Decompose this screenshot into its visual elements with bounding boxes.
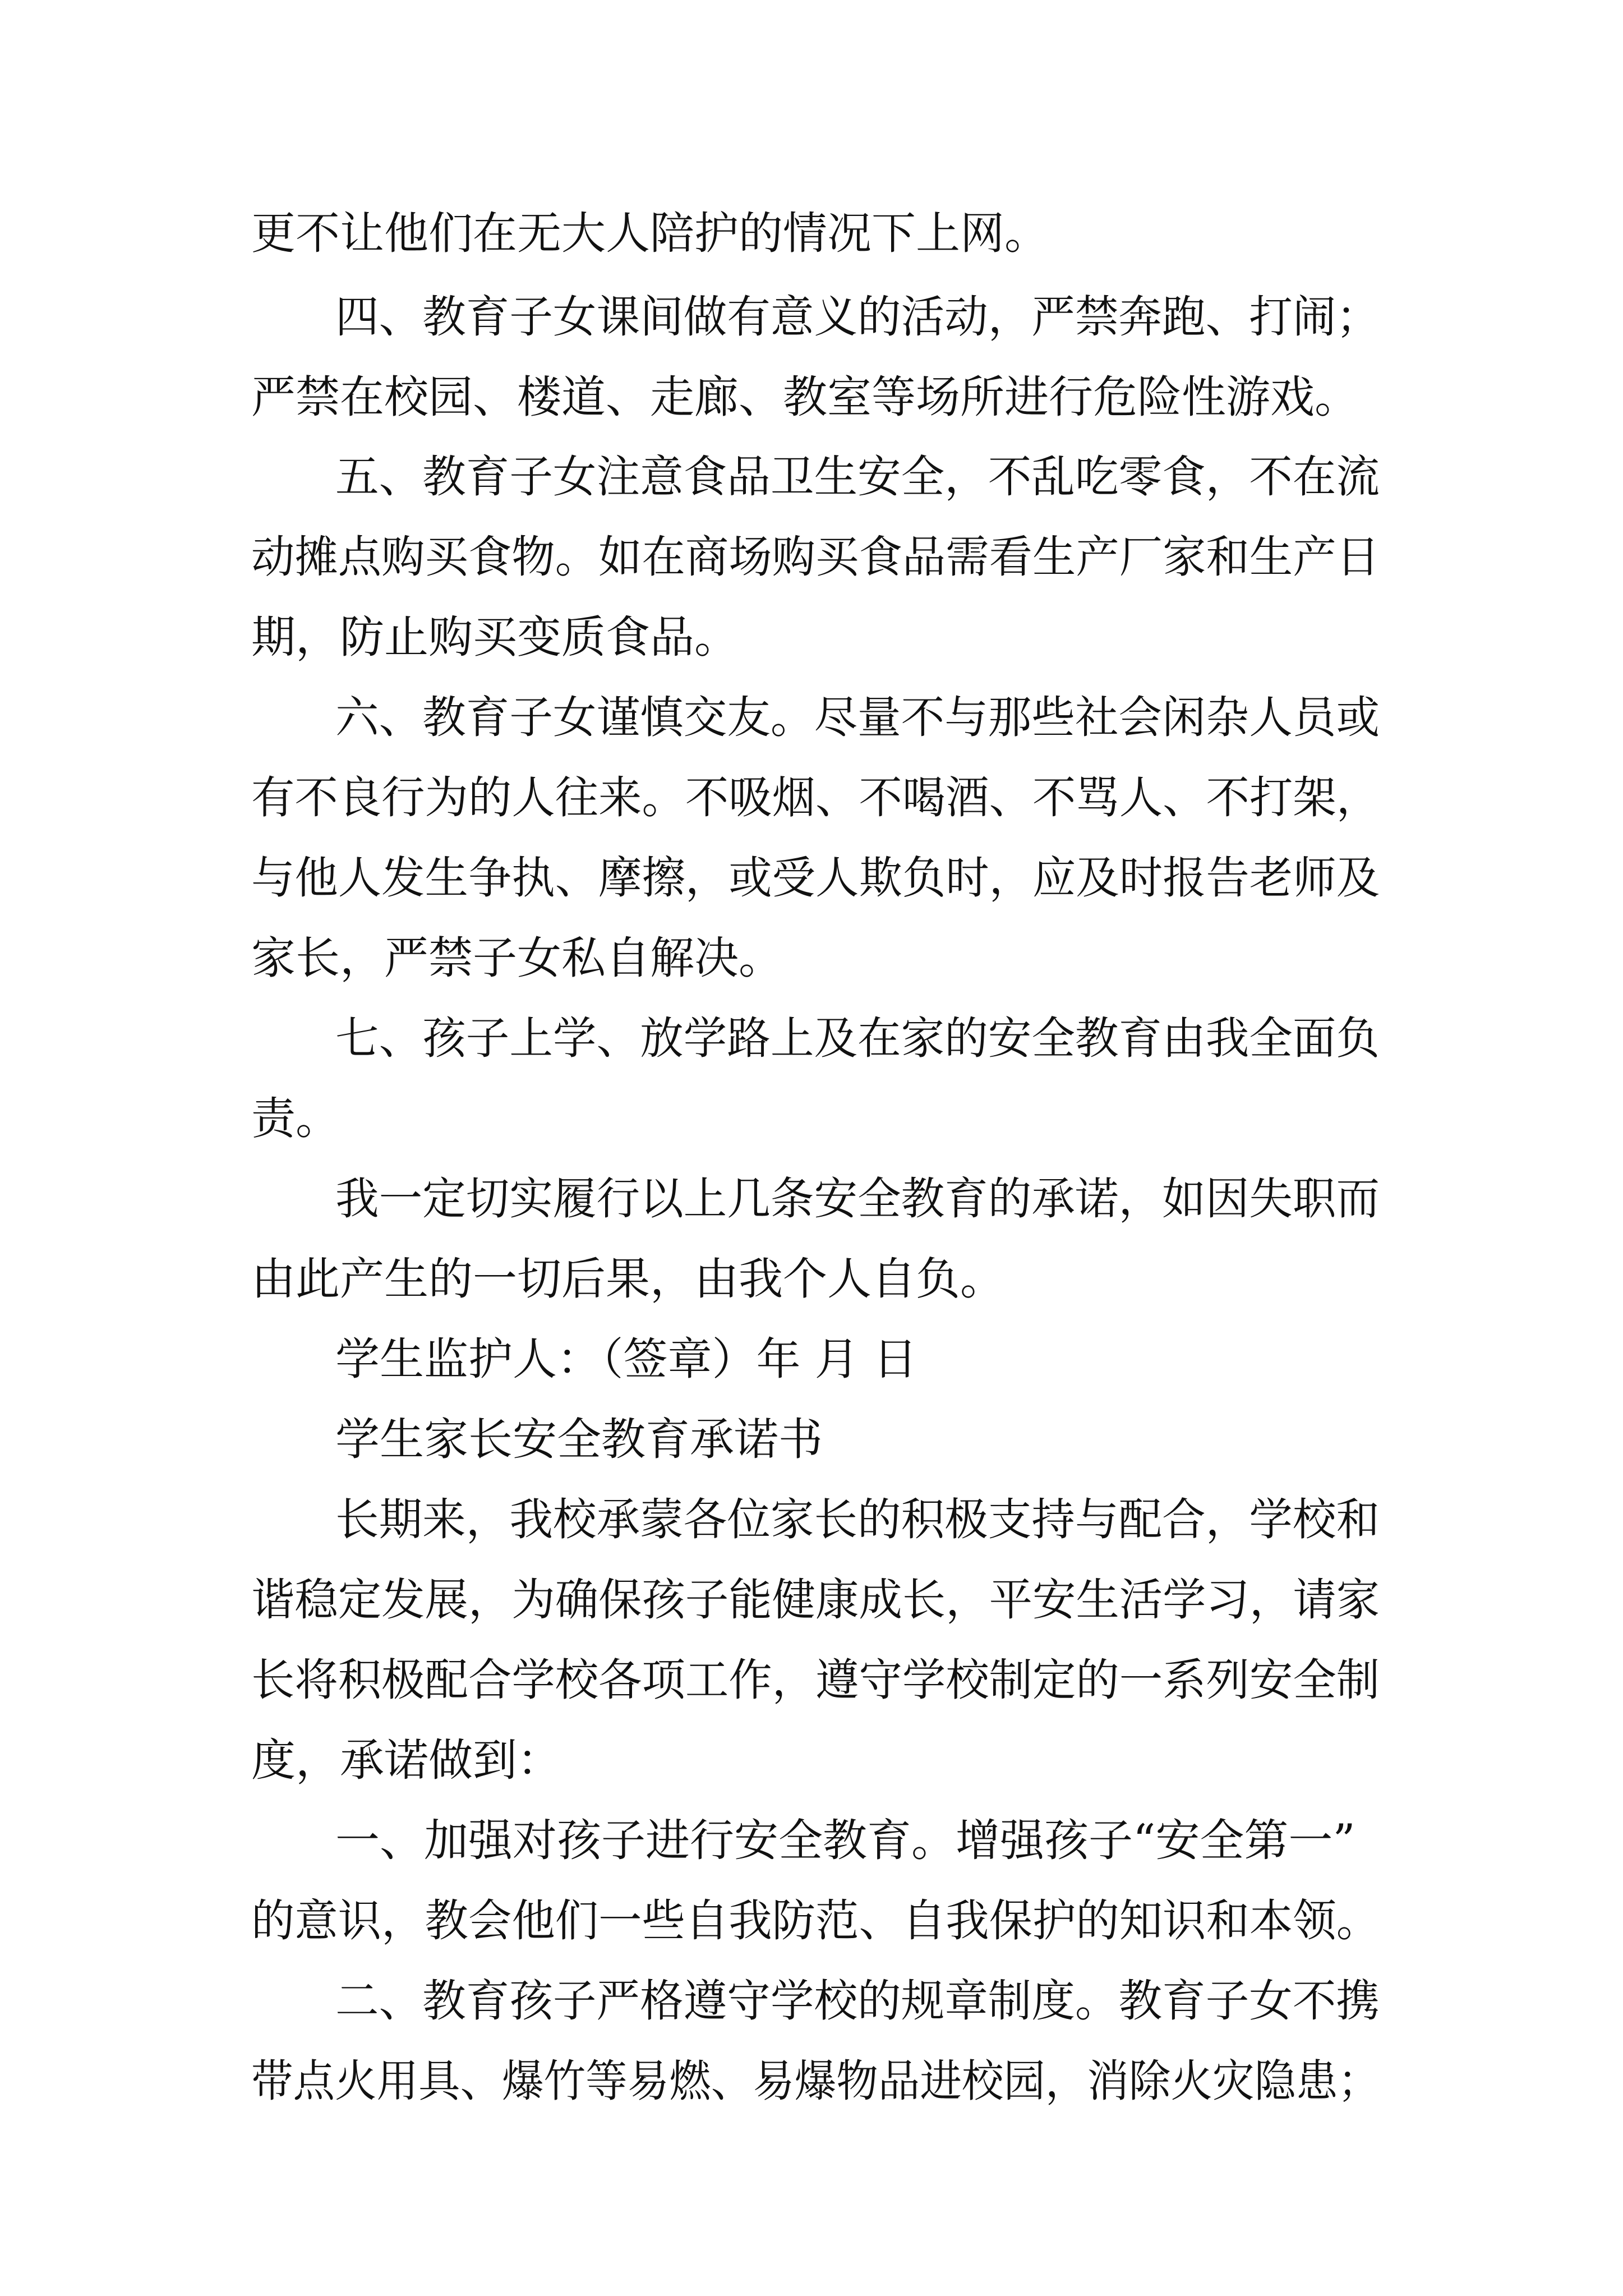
text-line: 二、教育孩子严格遵守学校的规章制度。教育子女不携: [335, 1975, 1380, 2027]
text-line: 动摊点购买食物。如在商场购买食品需看生产厂家和生产日: [251, 531, 1380, 583]
text-line: 六、教育子女谨慎交友。尽量不与那些社会闲杂人员或: [335, 692, 1380, 743]
text-line: 学生家长安全教育承诺书: [335, 1414, 823, 1465]
text-line: 度，承诺做到：: [251, 1734, 561, 1786]
text-line: 一、加强对孩子进行安全教育。增强孩子“安全第一”: [335, 1815, 1355, 1866]
text-line: 更不让他们在无大人陪护的情况下上网。: [251, 208, 1049, 259]
text-line: 由此产生的一切后果，由我个人自负。: [251, 1253, 1004, 1305]
text-line: 严禁在校园、楼道、走廊、教室等场所进行危险性游戏。: [251, 371, 1359, 423]
text-line: 的意识，教会他们一些自我防范、自我保护的知识和本领。: [251, 1895, 1380, 1947]
text-line: 期，防止购买变质食品。: [251, 611, 739, 663]
text-line: 与他人发生争执、摩擦，或受人欺负时，应及时报告老师及: [251, 852, 1380, 904]
text-line: 谐稳定发展，为确保孩子能健康成长，平安生活学习，请家: [251, 1574, 1380, 1626]
text-line: 有不良行为的人往来。不吸烟、不喝酒、不骂人、不打架，: [251, 772, 1380, 823]
text-line: 学生监护人：（签章）年 月 日: [335, 1333, 917, 1385]
text-line: 长期来，我校承蒙各位家长的积极支持与配合，学校和: [335, 1494, 1380, 1545]
text-line: 我一定切实履行以上几条安全教育的承诺，如因失职而: [335, 1173, 1380, 1225]
text-line: 七、孩子上学、放学路上及在家的安全教育由我全面负: [335, 1013, 1380, 1064]
text-line: 五、教育子女注意食品卫生安全，不乱吃零食，不在流: [335, 451, 1380, 503]
text-line: 长将积极配合学校各项工作，遵守学校制定的一系列安全制: [251, 1654, 1380, 1706]
text-line: 四、教育子女课间做有意义的活动，严禁奔跑、打闹；: [335, 291, 1380, 343]
text-line: 责。: [251, 1093, 340, 1144]
text-line: 带点火用具、爆竹等易燃、易爆物品进校园，消除火灾隐患；: [251, 2055, 1380, 2107]
text-line: 家长，严禁子女私自解决。: [251, 932, 783, 984]
